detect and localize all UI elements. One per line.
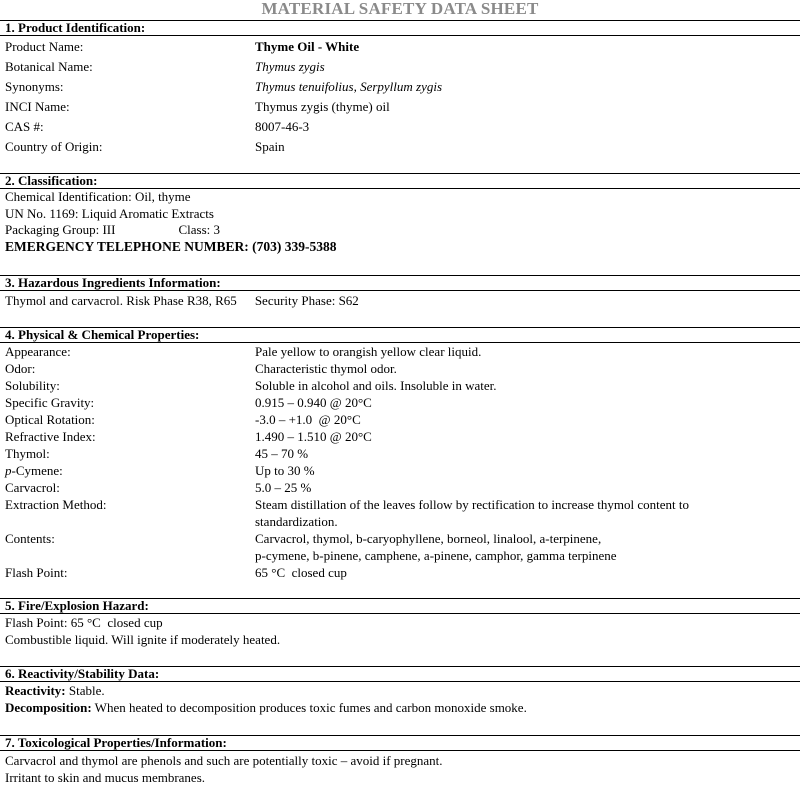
property-value	[255, 530, 775, 564]
property-value: Characteristic thymol odor.	[255, 361, 397, 376]
field-row	[0, 118, 800, 135]
property-row	[0, 530, 800, 564]
section-heading: 6. Reactivity/Stability Data:	[0, 666, 800, 682]
field-label: Botanical Name:	[5, 59, 93, 74]
property-value	[255, 496, 775, 530]
field-value: Thymus zygis	[255, 59, 325, 74]
property-row	[0, 479, 800, 496]
property-value: 1.490 – 1.510 @ 20°C	[255, 429, 372, 444]
section-heading: 5. Fire/Explosion Hazard:	[0, 598, 800, 614]
property-label-text: -Cymene:	[11, 463, 63, 478]
property-row	[0, 445, 800, 462]
property-label	[5, 462, 63, 479]
property-value-line: standardization.	[255, 514, 338, 529]
classification-line: Chemical Identification: Oil, thyme	[5, 189, 191, 204]
field-row	[0, 98, 800, 115]
property-value: -3.0 – +1.0 @ 20°C	[255, 412, 361, 427]
property-row	[0, 564, 800, 581]
section-reactivity	[0, 666, 800, 716]
field-value: Thyme Oil - White	[255, 39, 360, 54]
property-row	[0, 394, 800, 411]
section-toxicological	[0, 735, 800, 786]
property-label: Appearance:	[5, 344, 71, 359]
class-value: Class: 3	[178, 222, 221, 237]
property-value-line: Carvacrol, thymol, b-caryophyllene, borneol, linalool, a-terpinene,	[255, 531, 602, 546]
section-hazardous-ingredients	[0, 275, 800, 310]
property-value-line: p-cymene, b-pinene, camphene, a-pinene, camphor, gamma terpinene	[255, 548, 617, 563]
field-value: 8007-46-3	[255, 119, 310, 134]
property-value: Up to 30 %	[255, 463, 315, 478]
field-label: Country of Origin:	[5, 139, 103, 154]
section-classification	[0, 173, 800, 255]
property-label: Flash Point:	[5, 565, 68, 580]
decomposition-value: When heated to decomposition produces toxic fumes and carbon monoxide smoke.	[91, 699, 527, 715]
section-heading: 1. Product Identification:	[0, 20, 800, 36]
field-label: INCI Name:	[5, 99, 70, 114]
tox-line: Carvacrol and thymol are phenols and such are potentially toxic – avoid if pregnant.	[5, 753, 443, 768]
classification-line: UN No. 1169: Liquid Aromatic Extracts	[5, 205, 214, 221]
field-value: Spain	[255, 139, 285, 154]
decomposition-label: Decomposition:	[5, 699, 92, 715]
field-row	[0, 78, 800, 95]
property-label: Contents:	[5, 531, 55, 546]
section-heading: 7. Toxicological Properties/Information:	[0, 735, 800, 751]
decomposition-line	[0, 700, 800, 717]
property-label: Carvacrol:	[5, 480, 60, 495]
property-row	[0, 343, 800, 360]
packaging-line	[0, 222, 800, 239]
section-heading: 2. Classification:	[0, 173, 800, 189]
property-label: Optical Rotation:	[5, 412, 95, 427]
property-value: 0.915 – 0.940 @ 20°C	[255, 395, 372, 410]
property-value-line: Steam distillation of the leaves follow by rectification to increase thymol content to	[255, 497, 689, 512]
emergency-phone: EMERGENCY TELEPHONE NUMBER: (703) 339-5388	[5, 238, 337, 254]
property-label: Specific Gravity:	[5, 395, 95, 410]
reactivity-value: Stable.	[65, 683, 105, 698]
reactivity-line	[0, 683, 800, 700]
field-label: Synonyms:	[5, 79, 64, 94]
property-row	[0, 496, 800, 530]
reactivity-label: Reactivity:	[5, 683, 66, 698]
field-row	[0, 58, 800, 75]
property-label: Thymol:	[5, 446, 50, 461]
section-fire-explosion	[0, 598, 800, 648]
fire-line: Flash Point: 65 °C closed cup	[5, 615, 163, 630]
hazard-line	[0, 293, 800, 310]
risk-phase: Thymol and carvacrol. Risk Phase R38, R65	[5, 293, 237, 308]
property-value: 45 – 70 %	[255, 446, 309, 461]
tox-line: Irritant to skin and mucus membranes.	[5, 769, 206, 785]
property-row	[0, 377, 800, 394]
field-value: Thymus zygis (thyme) oil	[255, 99, 390, 114]
italic-prefix: p	[5, 463, 12, 478]
property-label: Solubility:	[5, 378, 60, 393]
section-heading: 3. Hazardous Ingredients Information:	[0, 275, 800, 291]
property-row	[0, 428, 800, 445]
property-row	[0, 360, 800, 377]
field-row	[0, 138, 800, 155]
fire-line: Combustible liquid. Will ignite if moderately heated.	[5, 631, 281, 647]
property-value: 65 °C closed cup	[255, 565, 347, 580]
section-physical-chemical	[0, 327, 800, 581]
section-product-identification	[0, 20, 800, 155]
property-row	[0, 462, 800, 479]
property-row	[0, 411, 800, 428]
field-value: Thymus tenuifolius, Serpyllum zygis	[255, 79, 443, 94]
security-phase: Security Phase: S62	[254, 293, 359, 308]
property-label: Refractive Index:	[5, 429, 96, 444]
property-label: Odor:	[5, 361, 36, 376]
property-value: Soluble in alcohol and oils. Insoluble in water.	[255, 378, 497, 393]
packaging-group: Packaging Group: III	[5, 222, 116, 237]
property-label: Extraction Method:	[5, 497, 107, 512]
document-title: MATERIAL SAFETY DATA SHEET	[261, 0, 539, 18]
field-row	[0, 38, 800, 55]
property-value: Pale yellow to orangish yellow clear liquid.	[255, 344, 482, 359]
property-value: 5.0 – 25 %	[255, 480, 312, 495]
section-heading: 4. Physical & Chemical Properties:	[0, 327, 800, 343]
field-label: CAS #:	[5, 119, 44, 134]
field-label: Product Name:	[5, 39, 84, 54]
